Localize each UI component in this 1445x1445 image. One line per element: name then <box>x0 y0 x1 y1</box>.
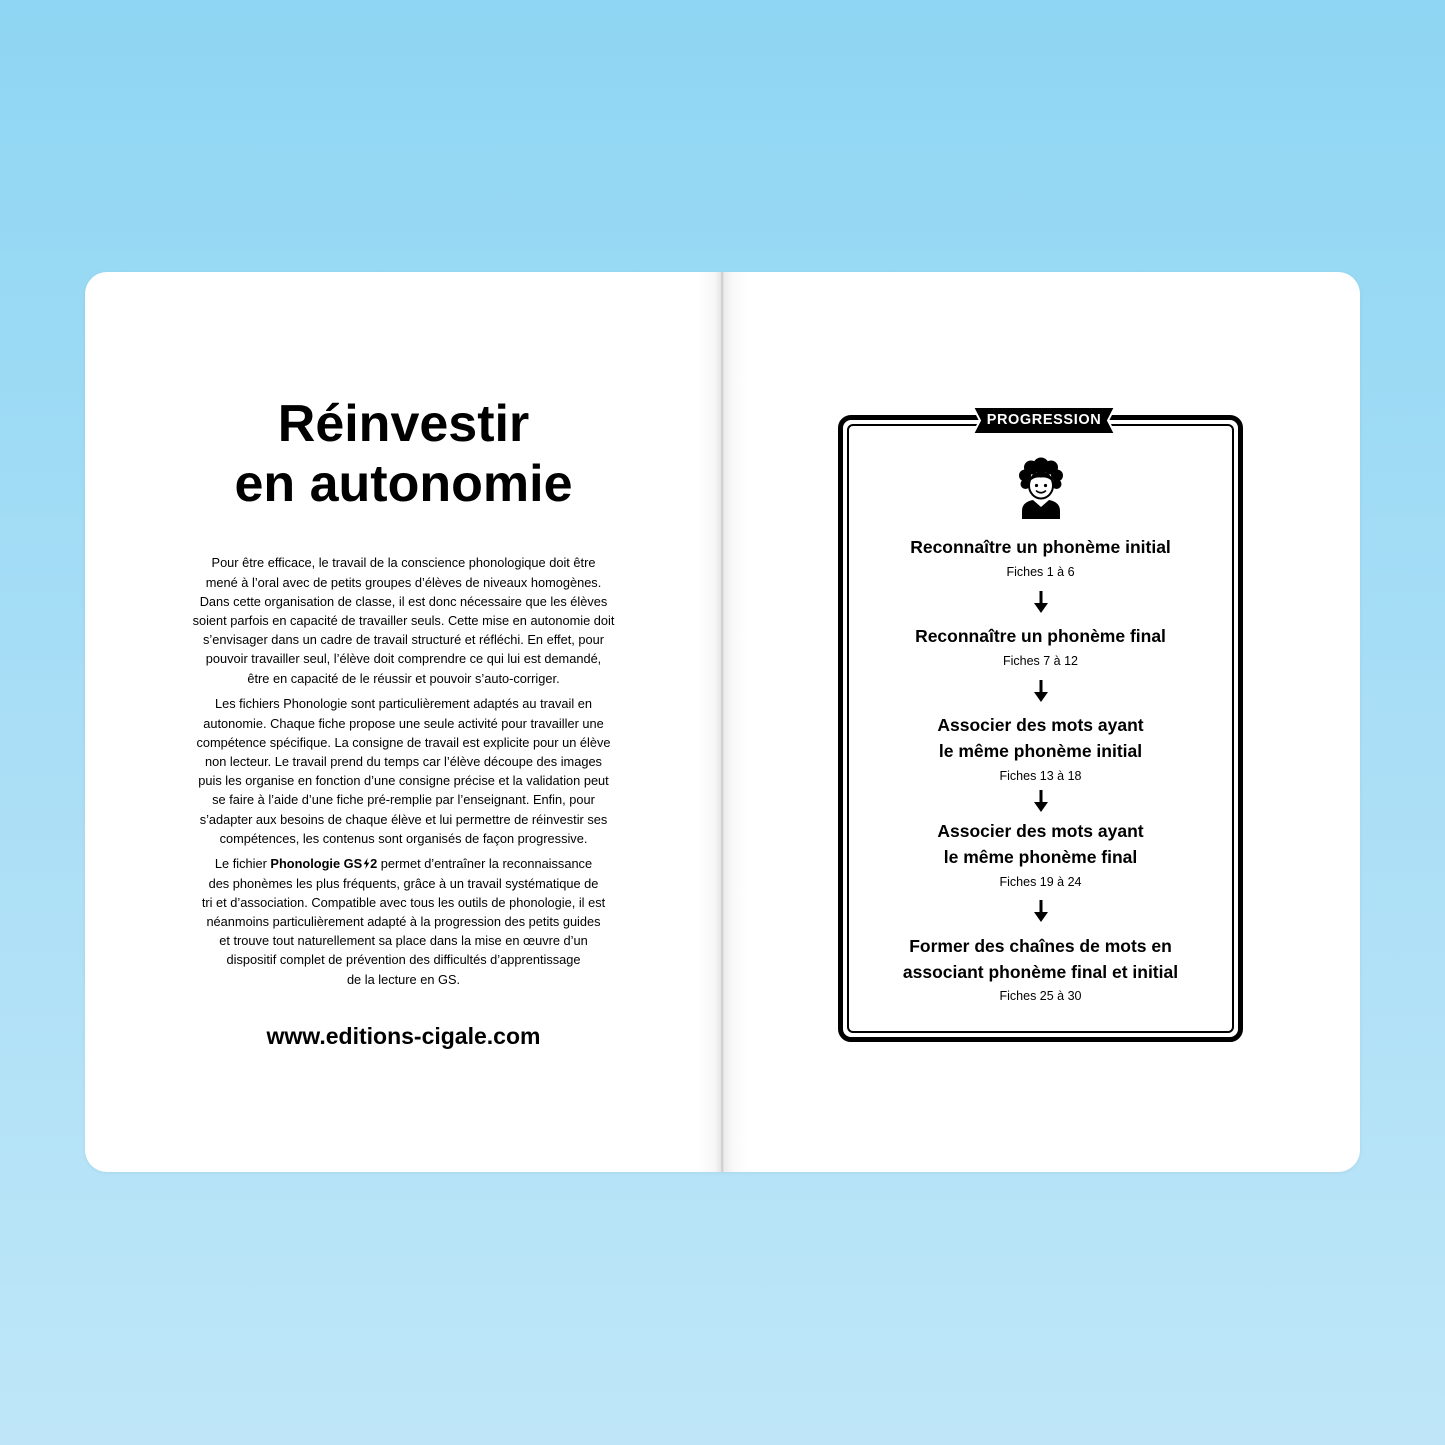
step-title-line: Former des chaînes de mots en <box>909 936 1172 956</box>
step-fiches: Fiches 7 à 12 <box>1002 654 1079 668</box>
step-title-line: Reconnaître un phonème final <box>915 626 1166 646</box>
step-fiches: Fiches 1 à 6 <box>1006 565 1075 579</box>
product-name-bold: Phonologie GS <box>270 856 363 872</box>
step-title-line: le même phonème final <box>943 847 1138 867</box>
text-line: dispositif complet de prévention des difficultés d’apprentissage <box>226 952 581 968</box>
progression-ribbon <box>973 407 1115 434</box>
down-arrow-icon <box>1034 790 1048 812</box>
paragraph-1 <box>85 553 722 687</box>
text-line: Dans cette organisation de classe, il est donc nécessaire que les élèves <box>199 593 608 609</box>
text-line: autonomie. Chaque fiche propose une seule activité pour travailler une <box>203 715 604 731</box>
lightning-icon <box>363 858 370 869</box>
step-title-line: le même phonème initial <box>938 741 1143 761</box>
text-line: puis les organise en fonction d’une consigne précise et la validation peut <box>198 773 609 789</box>
text-line: Pour être efficace, le travail de la conscience phonologique doit être <box>211 555 596 571</box>
child-avatar-icon <box>1017 457 1065 519</box>
paragraph-3 <box>85 854 722 988</box>
text-run: permet d’entraîner la reconnaissance <box>377 856 593 872</box>
text-line: pouvoir travailler seul, l’élève doit comprendre ce qui lui est demandé, <box>205 651 602 667</box>
page-title-line: Réinvestir <box>277 395 530 453</box>
text-line: non lecteur. Le travail prend du temps car l’élève découpe des images <box>205 753 602 769</box>
text-line: s’adapter aux besoins de chaque élève et lui permettre de réinvestir ses <box>199 811 608 827</box>
step-title-line: associant phonème final et initial <box>902 962 1179 982</box>
step-title <box>838 534 1243 560</box>
page-title <box>85 394 722 514</box>
product-number-bold: 2 <box>370 856 378 872</box>
step-title-line: Associer des mots ayant <box>937 715 1144 735</box>
paragraph-2 <box>85 694 722 848</box>
website-url: www.editions-cigale.com <box>266 1023 541 1049</box>
progression-frame <box>838 412 1243 1042</box>
text-line: s’envisager dans un cadre de travail structuré et réfléchi. En effet, pour <box>203 632 604 648</box>
step-title <box>838 933 1243 985</box>
text-line: et trouve tout naturellement sa place dans la mise en œuvre d’un <box>219 933 588 949</box>
text-line: compétences, les contenus sont organisés de façon progressive. <box>219 830 588 846</box>
text-line: de la lecture en GS. <box>346 971 461 987</box>
step-fiches: Fiches 19 à 24 <box>999 875 1082 889</box>
page-title-line: en autonomie <box>234 455 573 513</box>
down-arrow-icon <box>1034 591 1048 613</box>
text-line: soient parfois en capacité de travailler seuls. Cette mise en autonomie doit <box>192 612 615 628</box>
down-arrow-icon <box>1034 680 1048 702</box>
book-spread <box>85 272 1360 1172</box>
text-line: se faire à l’aide d’une fiche pré-remplie par l’enseignant. Enfin, pour <box>212 792 595 808</box>
text-line: des phonèmes les plus fréquents, grâce à un travail systématique de <box>208 875 599 891</box>
text-line: Les fichiers Phonologie sont particulièrement adaptés au travail en <box>214 696 593 712</box>
text-line: mené à l’oral avec de petits groupes d’élèves de niveaux homogènes. <box>205 574 602 590</box>
step-fiches: Fiches 25 à 30 <box>999 989 1082 1003</box>
text-line: compétence spécifique. La consigne de travail est explicite pour un élève <box>196 734 611 750</box>
text-run: Le fichier <box>214 856 271 872</box>
step-title-line: Associer des mots ayant <box>937 821 1144 841</box>
text-line <box>85 854 722 873</box>
step-fiches: Fiches 13 à 18 <box>999 769 1082 783</box>
step-title <box>838 623 1243 649</box>
down-arrow-icon <box>1034 900 1048 922</box>
text-line: néanmoins particulièrement adapté à la progression des petits guides <box>206 913 601 929</box>
step-title <box>838 818 1243 870</box>
text-line: être en capacité de le réussir et pouvoir s’auto-corriger. <box>247 670 560 686</box>
progression-label: PROGRESSION <box>986 412 1102 428</box>
step-title <box>838 712 1243 764</box>
step-title-line: Reconnaître un phonème initial <box>910 537 1171 557</box>
text-line: tri et d’association. Compatible avec tous les outils de phonologie, il est <box>201 894 606 910</box>
